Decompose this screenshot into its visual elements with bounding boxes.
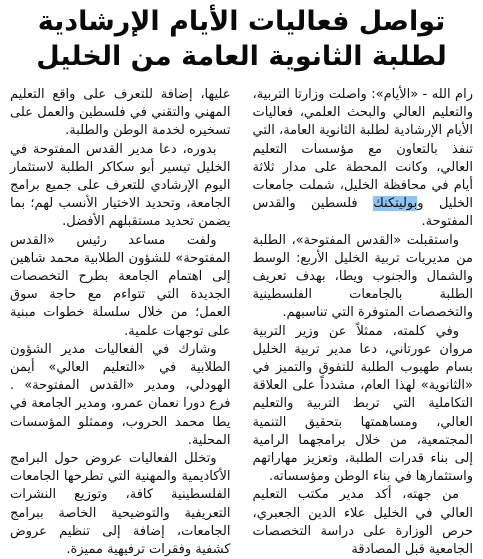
paragraph: واستقبلت «القدس المفتوحة»، الطلبة من مديريات تربية الخليل الأربع: الوسط والشمال والجنوب ويطا، بهدف تعريف الطلبة بالجامعات الفلسطينية والتخصصات المتوفرة التي تناسبهم. [252, 232, 473, 321]
headline-line-2: لطلبة الثانوية العامة من الخليل [36, 41, 447, 72]
highlighted-word: بوليتكنك [373, 196, 418, 212]
article-headline [10, 4, 473, 74]
paragraph: بدوره، دعا مدير القدس المفتوحة في الخليل تيسير أبو سكاكر الطلبة لاستثمار اليوم الإرشادي للتعرف على جميع برامج الجامعة، وتحديد الاختيار الأنسب لهم؛ بما يضمن تحديد مستقبلهم الأفضل. [10, 141, 231, 230]
paragraph-text: رام الله - «الأيام»: واصلت وزارتا التربية، والتعليم العالي والبحث العلمي، فعاليات الأيام الإرشادية لطلبة الثانوية العامة، التي تنفذ بالتعاون مع مؤسسات التعليم العالي، وكانت المحطة على مدار ثلاثة أيام في محافظة الخليل، شملت جامعات الخليل و [252, 87, 473, 212]
right-column [252, 86, 474, 558]
article-body [10, 86, 473, 558]
paragraph: ولفت مساعد رئيس «القدس المفتوحة» للشؤون الطلابية محمد شاهين إلى اهتمام الجامعة بطرح التخصصات الجديدة التي تتواءم مع حاجة سوق العمل؛ من خلال سلسلة خطوات مبنية على توجهات علمية. [10, 232, 231, 339]
paragraph: وفي كلمته، ممثلاً عن وزير التربية مروان عورتاني، دعا مدير تربية الخليل بسام طهبوب الطلبة للتفوق والتميز في «الثانوية» لهذا العام، مشدداً على العلاقة التكاملية التي تربط التربية والتعليم العالي، ومساهمتها بتحقيق التنمية المجتمعية، من خلال برامجهما الرامية إلى بناء قدرات الطلبة، وتعزيز مهاراتهم واستثمارها في بناء الوطن ومؤسساته. [252, 323, 473, 485]
paragraph: وشارك في الفعاليات مدير الشؤون الطلابية في «التعليم العالي» أيمن الهودلي، ومدير «القدس المفتوحة» . فرع دورا نعمان عمرو، ومدير الجامعة في يطا محمد الحروب، وممثلو المؤسسات المحلية. [10, 341, 231, 448]
left-column [10, 86, 231, 558]
paragraph: من جهته، أكد مدير مكتب التعليم العالي في الخليل علاء الدين الجعبري، حرص الوزارة على دراسة التخصصات الجامعية قبل المصادقة [252, 487, 473, 558]
paragraph [253, 86, 474, 232]
paragraph-text: فلسطين والقدس المفتوحة. [252, 196, 473, 230]
paragraph: عليها، إضافة للتعرف على واقع التعليم المهني والتقني في فلسطين والعمل على تسخيره لخدمة الوطن والطلبة. [10, 87, 231, 139]
paragraph: وتخلل الفعاليات عروض حول البرامج الأكاديمية والمهنية التي تطرحها الجامعات الفلسطينية كافة، وتوزيع النشرات التعريفية والتوضيحية الخاصة ببرامج الجامعات، إضافة إلى تنظيم عروض كشفية وفقرات ترفيهية مميزة. [10, 451, 231, 558]
headline-line-1: تواصل فعاليات الأيام الإرشادية [37, 6, 446, 37]
